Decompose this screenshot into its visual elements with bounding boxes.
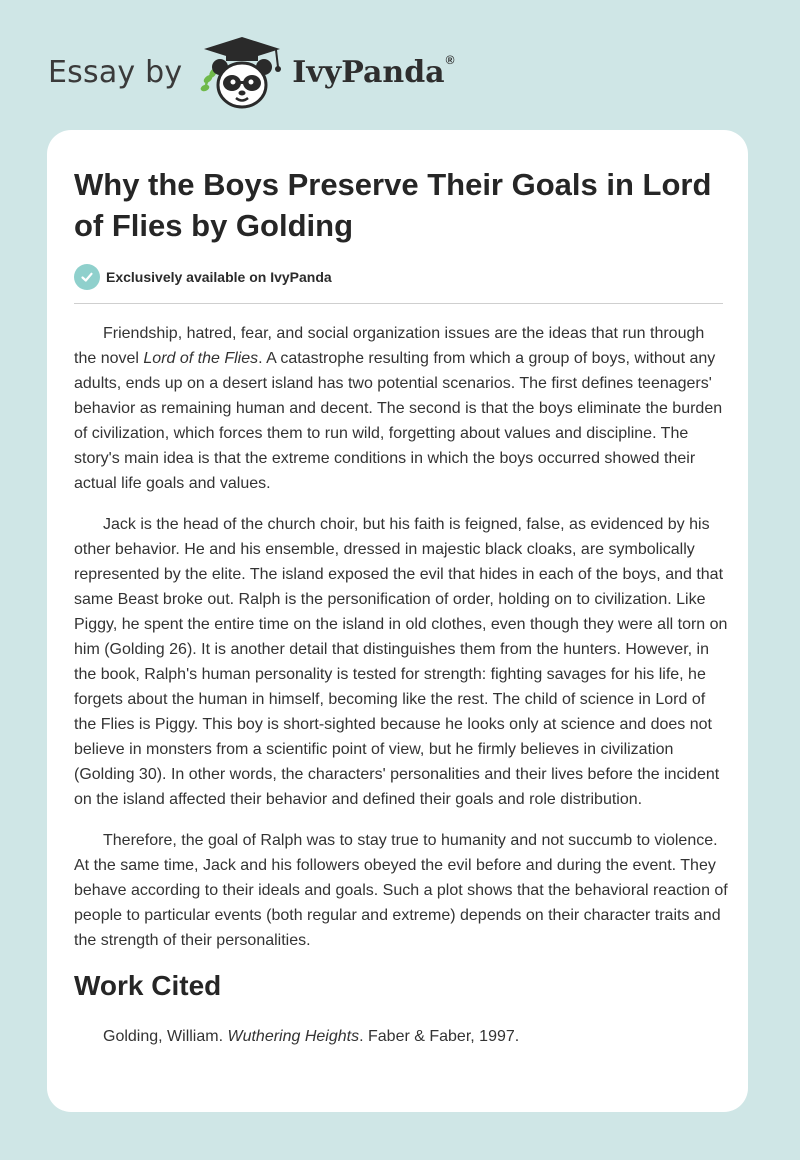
- cited-title: Wuthering Heights: [227, 1028, 360, 1045]
- essay-card: [47, 130, 748, 1112]
- panda-graduate-icon[interactable]: [196, 33, 288, 111]
- paragraph-3: Therefore, the goal of Ralph was to stay true to humanity and not succumb to violence. At the same time, Jack and his followers obeyed the evil before and during the event. They behave according to their ideals and goals. Such a plot shows that the behavioral reaction of people to particular events (both regular and extreme) depends on their character traits and the strength of their personalities.: [74, 832, 728, 949]
- check-icon: [74, 264, 100, 290]
- divider: [74, 303, 723, 304]
- essay-body: [74, 321, 729, 1049]
- essay-by-label: Essay by: [48, 54, 183, 90]
- citation-entry: Golding, William. Wuthering Heights. Faber & Faber, 1997.: [103, 1028, 520, 1045]
- exclusive-badge: [74, 264, 332, 290]
- paragraph-1: Friendship, hatred, fear, and social organization issues are the ideas that run through the novel Lord of the Flies. A catastrophe resulting from which a group of boys, without any adults, ends up on a desert island has two potential scenarios. The first defines teenagers' behavior as remaining human and decent. The second is that the boys eliminate the burden of civilization, which forces them to run wild, forgetting about values and discipline. The story's main idea is that the extreme conditions in which the boys occurred showed their actual life goals and values.: [74, 325, 723, 492]
- page-title: Why the Boys Preserve Their Goals in Lord of Flies by Golding: [74, 167, 712, 243]
- book-title: Lord of the Flies: [143, 350, 259, 367]
- registered-mark: ®: [445, 52, 455, 67]
- site-header: [48, 32, 454, 112]
- paragraph-2: Jack is the head of the church choir, but his faith is feigned, false, as evidenced by his other behavior. He and his ensemble, dressed in majestic black cloaks, are symbolically represented by the elite. The island exposed the evil that hides in each of the boys, and that same Beast broke out. Ralph is the personification of order, holding on to civilization. Like Piggy, he spent the entire time on the island in old clothes, even though they were all torn on him (Golding 26). It is another detail that distinguishes them from the hunters. However, in the book, Ralph's human personality is tested for strength: fighting savages for his life, he forgets about the human in himself, becoming like the rest. The child of science in Lord of the Flies is Piggy. This boy is short-sighted because he looks only at science and does not believe in monsters from a scientific point of view, but he firmly believes in civilization (Golding 30). In other words, the characters' personalities and their lives before the incident on the island affected their behavior and defined their goals and role distribution.: [74, 516, 728, 808]
- exclusive-label: Exclusively available on IvyPanda: [106, 269, 332, 285]
- works-cited-heading: Work Cited: [74, 970, 222, 1001]
- brand-name[interactable]: IvyPanda®: [292, 52, 455, 90]
